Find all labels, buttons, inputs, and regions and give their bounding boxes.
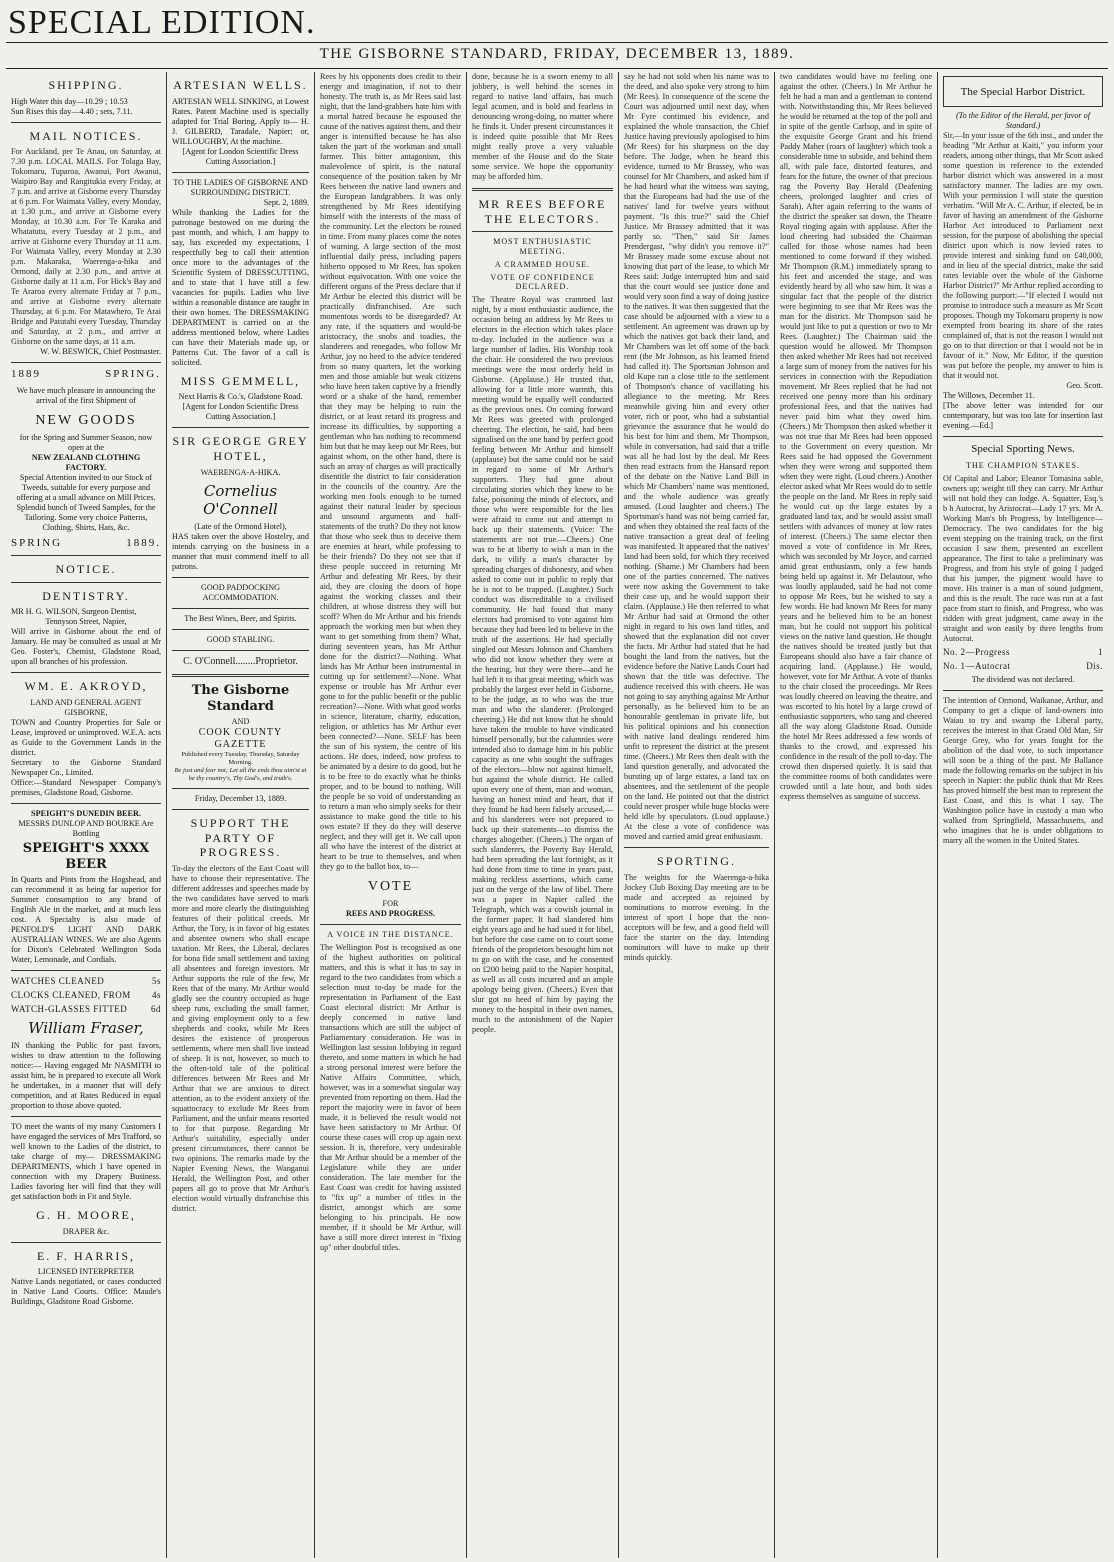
result-label: No. 1—Autocrat [943,660,1011,671]
column-6 [774,72,937,1558]
spring-footer [11,537,161,550]
bottom-body: The intention of Ormond, Waikanae, Arthur, and Company to get a clique of land-owners into Waiau to try and swamp the Liberal party, receives the interest in that Grand Old Man, Sir George Grey, who for years fought for the abolition of the dual vote, to such importance will soon be a thing of the past. Mr Ballance made the following remarks on the subject in his speech in Napier: the public think that Mr Rees has proved himself the best man to represent the East Coast, and this is what I say. The Washington police have in custody a man who walked from Springfield, Massachusetts, and who imagines that he is under obligations to marry all the women in the United States. [943,695,1103,845]
mail-heading: MAIL NOTICES. [29,128,143,143]
moore-body: TO meet the wants of my many Customers I have engaged the services of Mrs Trafford, so well known to the Ladies of the district, to take charge of my— DRESSMAKING DEPARTMENTS, which I have opened in connection with my Drapery Business. Ladies favoring her will find that they will get satisfaction both in Fit and Style. [11,1121,161,1201]
result-autocrat [943,661,1103,672]
gisborne-standard-title: The Gisborne Standard [191,683,290,715]
divider [11,1242,161,1243]
postmaster: W. W. BESWICK, Chief Postmaster. [40,347,161,357]
vote-subheading: VOTE OF CONFIDENCE DECLARED. [490,272,595,292]
vote-word: VOTE [367,879,414,894]
for-word: FOR [382,899,399,909]
new-goods: NEW GOODS [35,412,137,428]
paddock: GOOD PADDOCKING ACCOMMODATION. [200,583,281,603]
edition-title: SPECIAL EDITION. [8,4,316,41]
akroyd-office: Office:—Standard Newspaper Company's premises, Gladstone Road, Gisborne. [11,778,161,798]
divider [11,803,161,804]
harbor-body: Sir,—In your issue of the 6th inst., and under the heading "Mr Arthur at Kaiti," you inform your readers, among other things, that Mr Scott asked some question in reference to the extended harbor district which was answered in a most satisfactory manner. The ladies are my own. With your permission I will state the question verbatim. "Will Mr A. C. Arthur, if elected, be in favor of having an amendment of the Gisborne Harbor Act introduced to Parliament next session, for the purpose of abolishing the special district upon which is now levied rates to provide interest and sinking fund on £40,000, and in lieu of the special district, make the said rates leviable over the whole of the Gisborne Harbor District?" Mr Arthur replied according to the following purport:—"If elected I would not promise to introduce such a measure as Mr Scott proposes. Though my Tokomaru property is now exempted from bearing its share of the rates complained of, that is not the reason I would not go on to that direction or that I would not be in favour of it." Now, Mr Editor, if the question was put before the people, my answer to him is that it would not. [943,131,1103,381]
nz-clothing-factory: NEW ZEALAND CLOTHING FACTORY. [31,452,141,472]
harbor-sign: Geo. Scott. [1066,381,1103,391]
column-4 [466,72,618,1558]
proprietor-note: (Late of the Ormond Hotel), [194,522,287,532]
notice-heading: NOTICE. [55,562,117,577]
price-label: WATCHES CLEANED [11,975,105,986]
divider [943,690,1103,691]
divider [11,1116,161,1117]
meeting-continued-2: two candidates would have no feeling one against the other. (Cheers.) In Mr Arthur he felt he had a man and a gentleman to contend with. Notwithstanding this, Mr Rees believed he would be returned at the top of the poll and in spite of the gentle Carlsop, and in spite of the exquisite George Grant and his friend Paddy Maher (roars of laughter) which took a considerable time to subside, and behind them all, with pale face, distorted features, and fears for the future, the owner of that precious rag the Poverty Bay Herald (Deafening cheers, prolonged laughter and cries of Sarah). After again referring to the wants of the district the speaker sat down, the Theatre Royal ringing again with applause. After the loud cheering had subsided the Chairman called for those whose names had been mentioned to come forward if they wished. Mr Thompson (R.M.) immediately sprang to his feet and ascended the stage, and was evidently heard by all who saw him. It was a singular fact that the people of the district were beginning to see that Mr Rees was the man for the district. Mr Thompson said he would just like to put a question or two to Mr Rees. (Laughter.) The Chairman said the question would be allowed. Mr Thompson then asked whether Mr Rees had not received a large sum of money from the natives for his services in connection with the Repudiation movement. Mr Rees replied that he had not received one penny more than his ordinary professional fees, and that the natives had never paid him what they owed him. (Cheers.) Mr Thompson then asked whether it was not true that Mr Rees had been opposed to the Government on every question. Mr Rees said he had opposed the Government when they were wrong and supported them when they were right. (Loud cheers.) Another elector asked what Mr Rees would do to settle the people on the land. Mr Rees in reply said he would cut up the large estates by a graduated land tax, and he would assist small settlers with advances of money at low rates of interest. (Cheers.) The same elector then moved a vote of confidence in Mr Rees, which was seconded by Mr Joyce, and carried amid great enthusiasm, only a few hands being held up against it. Mr Delautour, who was loudly applauded, said he had not come to oppose Mr Rees, but he wished to say a few words. He had known Mr Rees for many years and he believed him to be an honest man, but he could not support his political views on the native land question. He thought the natives should be treated justly but that Europeans should also have a fair chance of acquiring land. (Applause.) He would, however, vote for Mr Arthur. A vote of thanks to the chair closed the proceedings. Mr Rees was loudly cheered on leaving the theatre, and was escorted to his hotel by a large crowd of enthusiastic supporters, who sang and cheered all the way along Gladstone Road. Outside the hotel Mr Rees addressed a few words of thanks to the crowd, and expressed his confidence in the result of the poll to-day. The crowd then dispersed quietly. It is said that the committee rooms of both candidates were crowded until a late hour, and both sides express themselves as sanguine of success. [780,72,932,801]
rees-progress: REES AND PROGRESS. [346,909,435,919]
result-label: No. 2—Progress [943,646,1010,657]
divider [11,362,161,363]
editorial-body: Rees by his opponents does credit to their energy and imagination, if not to their honesty. The truth is, as Mr Rees said last night, that the land-grabbers hate him with a mortal hatred because he espoused the cause of the natives against them, and their anger is intensified because he has also taken the part of the workman and small farmer. This bitter antagonism, this malevolence of spirit, is the natural consequence of the position taken by Mr Rees between the native land owners and the European landgrabbers. It was only strengthened by Mr Rees identifying himself with the interests of the mass of the community. Let the electors be roused in time. From many places come the notes of warning. A large section of the most influential daily press, including papers hitherto opposed to Mr Rees, has spoken without equivocation. With one voice the different organs of the Press declare that if Mr Arthur be elected this district will be practically disfranchised. Are such momentous words to be disregarded? At any rate, if the squatters and would-be aristocracy, the snobs and toadies, the slanderers and renegades, who follow Mr Arthur, joy no heed to the advice tendered from so many quarters, let the working men and those amiable but weak citizens who have been taken captive by a friendly word or a shake of the hand, remember that they may be helping to ruin the district, or at least retard its progress and increase its difficulties, by supporting a gentleman who has nothing to recommend him but that he may keep out Mr Rees, but against whom, on the other hand, there is such an array of charges as will practically disentitle the district to fair consideration in the councils of the country. Are the working men fools enough to be turned against their natural leader by specious and unsound arguments and half-statements of the truth? Do they not know that those who seek thus to deceive them are enemies at heart, while professing to be their friends? Do they not see that if these people succeed in returning Mr Arthur and defeating Mr Rees, by their aid, they are closing the doors of hope against the working classes and their children, at whose distress they will but scoff? When do Mr Arthur and his friends approach the working men but when they want to get something from them? What, during seventeen years, has Mr Arthur done for the district?—Nothing. What lands has Mr Arthur been instrumental in cutting up for settlement?—None. What expense or trouble has Mr Arthur ever gone to for the public benefit or the public recreation?—None. With what good works in science, literature, charity, education, religion, or athletics has Mr Arthur ever been connected?—None. SELF has been the sun of his system, the centre of his actions. He does, indeed, now profess to be animated by a desire to do good, but he is to be free to do exactly what he thinks proper, and to be bound to nothing. Will the people be so void of understanding as to return a man who simply seeks for their assistance to make good the title to his own estate? If they do they will deserve neglect, and they will get it. We call upon all who have the interest of the district at heart to be true to themselves, and when they go to the ballot box, to— [320,72,461,871]
price-value: 6d [151,1003,161,1014]
price-clocks [11,990,161,1001]
published-note: Published every Tuesday, Thursday, Saturday Morning. [181,751,300,767]
divider [11,555,161,556]
price-value: 4s [151,989,161,1000]
harbor-date: The Willows, December 11. [943,391,1035,401]
masthead: THE GISBORNE STANDARD, FRIDAY, DECEMBER 13, 1889. [319,46,795,62]
voice-body: The Wellington Post is recognised as one of the highest authorities on political matters, and this is what it has to say in regard to the two candidates from which a selection must to-day be made for the representation in Parliament of the East Coast electoral district: Mr Arthur is deeply concerned in native land transactions which are still the subject of Parliamentary consideration. He was in Wellington last session lobbying in regard thereto, and some matters in which he had a strong personal interest were before the Native Affairs Committee, which, however, was in a somewhat singular way prevented from reporting on them. Had the report the majority were in favor of been made, it is believed the result would not have been satisfactory to Mr Arthur. Of course these cases will crop up again next session. It is, therefore, very undesirable that Mr Arthur should be a member of the Legislature while they are under consideration. The late member for the East Coast was credit for having assisted to "fix up" a number of titles in the district, amongst which are some belonging to his principals. He now member, if it should be Mr Arthur, will have a still more direct interest in "fixing up" other doubtful titles. [320,942,461,1252]
miss-agent: [Agent for London Scientific Dress Cutting Association.] [182,402,299,422]
dentist-address: Tennyson Street, Napier, [45,617,127,627]
harbor-to: (To the Editor of the Herald, per favor of Standard.) [955,111,1091,131]
result-value: 1 [1098,646,1103,657]
support-body: To-day the electors of the East Coast will have to choose their representative. The different addresses and speeches made by the two candidates have served to mark more and more clearly the distinguishing features of their political creeds. Mr Arthur, the Tory, is in favor of big estates and absentee owners who shall escape taxation. Mr Rees, the Liberal, declares for bona fide small settlement and taxing all absentees and foreign investors. Mr Arthur supports the rule of the few, Mr Rees that of the many. Mr Arthur would gladly see the country occupied as huge sheep runs, excluding the small farmer, and giving employment only to a few shepherds and cooks, while Mr Rees desires the existence of prosperous settlements, where men shall live instead of sheep. It is not, however, so much to the often-told tale of the political differences between Mr Rees and Mr Arthur that we are anxious to direct attention, as to the evident anxiety of the squattocracy to exclude Mr Rees from Parliament, and the unfair means resorted to for that purpose. Regarding Mr Arthur's suitability, especially under present circumstances, there cannot be two opinions. The remarks made by the Napier Evening News, the Wanganui Herald, the Wellington Post, and other papers all go to prove that Mr Arthur's election would virtually disfranchise this district. [172,863,309,1213]
result-progress [943,647,1103,658]
dentist-body: Will arrive in Gisborne about the end of January. He may be consulted as usual at Mr Geo. Foster's, Chemist, Gladstone Road, upon all branches of his profession. [11,627,161,667]
divider [172,629,309,630]
shipping-heading: SHIPPING. [48,78,124,92]
rees-heading: MR REES BEFORE THE ELECTORS. [478,197,607,226]
artesian-body: ARTESIAN WELL SINKING, at Lowest Rates. Patent Machine used is specially adapted for Trial Boring. Apply to— H. J. GILBERD, Taradale, Napier; or, WILLOUGHBY, At the machine. [172,96,309,146]
harbor-heading: The Special Harbor District. [960,86,1086,98]
dentist-name: MR H. G. WILSON, Surgeon Dentist, [11,607,137,617]
sun-rises: Sun Rises this day—4.40 ; sets, 7.11. [11,106,133,116]
miss-address: Next Harris & Co.'s, Gladstone Road. [178,392,303,402]
divider [172,650,309,651]
artesian-heading: ARTESIAN WELLS. [173,78,308,92]
miss-name: MISS GEMMELL, [180,373,301,388]
harris-name: E. F. HARRIS, [36,1248,136,1263]
motto: Be just and fear not; Let all the ends thou aim'st at be thy country's, Thy God's, and truth's. [174,767,307,783]
harris-body: Native Lands negotiated, or cases conducted in Native Land Courts. Office: Maude's Buildings, Gladstone Road Gisborne. [11,1277,161,1307]
moore-name: G. H. MOORE, [36,1207,136,1222]
akroyd-secretary: Secretary to the Gisborne Standard Newspaper Co., Limited. [11,758,161,778]
support-heading: SUPPORT THE PARTY OF PROGRESS. [190,816,291,860]
price-label: WATCH-GLASSES FITTED [11,1003,128,1014]
price-glasses [11,1004,161,1015]
hotel-body: HAS taken over the above Hostelry, and intends carrying on the business in a manner that must commend itself to all patrons. [172,532,309,572]
divider [624,847,769,848]
moore-title: DRAPER &c. [62,1226,110,1236]
editorial-continued: done, because he is a sworn enemy to all jobbery, is well behind the scenes in regard to native land affairs, has much legal acumen, and is bold and fearless in denouncing wrong-doing, no matter where he finds it. Under present circumstances it is indeed quite possible that Mr Rees might really prove a very valuable member of the House and do the State some service. We hope the opportunity may be afforded him. [472,72,613,181]
divider [472,188,613,191]
divider [472,231,613,232]
akroyd-title: LAND AND GENERAL AGENT GISBORNE, [30,698,142,718]
akroyd-name: WM. E. AKROYD, [24,679,148,694]
voice-heading: A VOICE IN THE DISTANCE. [327,930,454,940]
column-1 [6,72,166,1558]
oconnell-proprietor: C. O'Connell........Proprietor. [183,656,298,668]
columns [6,72,1108,1558]
champion-body: Of Capital and Labor; Eleanor Tomasina sable, owners up; weight till they can carry. Mr Arthur will not hold they can lodge. A. Squatter, Esq.'s b h Autocrat, by Aristocrat—Lady 17 yrs. Mr A. Working Man's bh Progress, by Intelligence—Democracy. The two candidates for the big event stepping on the training track, on the first occasion I saw them, presented an excellent appearance. The first to take a preliminary was Progress, and from his style of going I judged that his jumper, the pigment would have to move. His trainer is a man of sound judgment, and this is the result. The race was run at a fast pace from start to finish, and Progress, who was ridden with great judgment, came away in the straight and won easily by three lengths from Autocrat. [943,473,1103,643]
masthead-bottom-rule [6,68,1108,69]
result-value: Dis. [1086,660,1103,671]
divider [11,582,161,583]
meeting-continued: say he had not sold when his name was to the deed, and also spoke very strong to him (Mr Rees). In consequence of the scene the Court was adjourned until next day, when Mr Fyre continued his evidence, and explained the whole transaction, the Chief Justice having previously apologised to him (Mr Rees) for his sharpness on the day before. The Judge, when he heard this evidence, turned to Mr Brassey, who was counsel for Mr Chambers, and asked him if he had heard what the witness was saying, that the Europeans had had the use of the natives' land for twelve years without payment. "Is this true?" said the Chief Justice. Mr Brassey admitted that it was partly so. "Then," said Sir James Prendergast, "why didn't you remove it?" Mr Brassey made some excuse about not knowing that part of the lease, to which Mr Rees said: Judge interrupted him and said that the court would see justice done and would very soon find a way of doing justice to the natives. It was then suggested that the case should be adjourned with a view to a settlement. An agreement was drawn up by which the natives got back their land, and Mr Chambers was let off some of the back rent (the Mr Johnson, as his learned friend had called it). The Sportsman Johnson and old Kupe ran a close title to the settlement of Thompson's chance of vacillating his allegiance to the meeting. Mr Rees meanwhile giving him and every other voter, rich or poor, who had a substantial grievance the assurance that he would do his best for him and them. Mr Thompson, while in conversation, had said that a trifle was all he had lost by the deal. Mr Rees then read extracts from the Hansard report of the debate on the Native Land Bill in which Mr Chambers' name was mentioned, and the whole audience was greatly amused. (Loud laughter and cheers.) The Sportsman's hand was not being carried far, and when they obtained the real facts of the native transaction a great deal of feeling was manifested. It appeared that the natives' land had been sold, for which they received nothing. (Shame.) Mr Chambers had been one of the parties concerned. The natives were now asking the Government to take their case up, and he would support their claim. (Applause.) He then referred to what Mr Arthur had said at Ormond the other night in regard to his own land titles, and showed that the explanation did not cover the facts. Mr Arthur had stated that he had bought the land from the natives, but the evidence before the Native Lands Court had shown that the title was defective. The audience received this with cheers. He was not going to say anything against Mr Arthur personally, as he believed him to be an honourable gentleman in private life, but his political opinions and his connection with native land dealings rendered him unfit to represent the district at the present time. (Cheers.) Mr Rees then dealt with the land question generally, and advocated the bursting up of large estates, a land tax on absentees, and the settlement of the people on the land. He pointed out that the district could never prosper while huge blocks were held idle by speculators. (Loud applause.) At the close a vote of confidence was moved and carried amid great enthusiasm. [624,72,769,841]
friday-date: Friday, December 13, 1889. [194,794,287,804]
spring-body: Special Attention invited to our Stock of Tweeds, suitable for every purpose and offering at a small advance on Mill Prices. Splendid bunch of Tweed Samples, for the Tailoring. Some very choice Patterns, Clothing, Shirts, Hats, &c. [16,472,156,532]
spring-season: for the Spring and Summer Season, now open at the [19,432,153,452]
fraser-name: William Fraser, [28,1018,144,1037]
agent-note: [Agent for London Scientific Dress Cutting Association.] [182,146,299,166]
sporting-body: The weights for the Waerenga-a-hika Jockey Club Boxing Day meeting are to be made and accepted as rejoined by nominations to morrow evening. In the interest of sport I hope that the non-acceptors will be few, and a good field will face the starter on the day. Intending nominators will have to make up their minds quickly. [624,872,769,962]
masthead-top-rule [6,42,1108,43]
dentistry-heading: DENTISTRY. [42,588,130,603]
dividend-note: The dividend was not declared. [971,674,1075,684]
divider [172,577,309,578]
price-label: CLOCKS CLEANED, FROM [11,989,131,1000]
column-2 [166,72,314,1558]
divider [172,788,309,789]
hotel-place: WAERENGA-A-HIKA. [200,467,281,477]
mail-text: For Auckland, per Te Anau, on Saturday, at 7.30 p.m. LOCAL MAILS. For Tolaga Bay, Tokomaru, Tuparoa, Awanui, Port Awanui, Waipiro Bay and Rangitukia every Friday, at 7 p.m. and arrive at Gisborne every Thursday at 6 p.m. For Waimata Valley, every Monday, at 1.30 p.m., and arrive at Gisborne every Monday, at 10.30 a.m. For Te Karaka and Whatatutu, every Tuesday at 2 p.m., and arrive at Gisborne every Thursday at 11 a.m. For Waimata Valley, every Monday at 2.30 p.m. Makaraka, Waerenga-a-hika and Ormond, daily at 2.30 p.m., and arrive at Gisborne daily at 11 a.m. For Hick's Bay and Te Araroa every alternate Friday at 7 p.m., and arrive at Gisborne every alternate Thursday, at 6 p.m. For Matawhero, Te Arai Bridge and Patutahi every Tuesday, Thursday and Saturday, at 2 p.m., and arrive at Gisborne on the same days, at 11 a.m. [11,147,161,347]
divider [11,672,161,673]
speight-xxxx: SPEIGHT'S XXXX BEER [22,841,150,872]
ladies-heading: TO THE LADIES OF GISBORNE AND SURROUNDING DISTRICT. [173,177,308,197]
fraser-body: IN thanking the Public for past favors, wishes to draw attention to the following notice:— Having engaged Mr NASMITH to assist him, he is prepared to execute all Work he undertakes, in a manner that will defy competition, and at Rates Reduced in equal proportion to those above quoted. [11,1040,161,1110]
harbor-note: [The above letter was intended for our contemporary, but was too late for insertion last evening.—Ed.] [943,401,1103,431]
champion-heading: THE CHAMPION STAKES. [966,460,1080,470]
divider [172,674,309,677]
spring-row [11,368,161,381]
and-word: AND [231,717,250,726]
sporting-heading: SPORTING. [657,854,736,868]
akroyd-body: TOWN and Country Properties for Sale or Lease, improved or unimproved. W.E.A. acts as Guide to the Government Lands in the district. [11,718,161,758]
spring-intro: We have much pleasure in announcing the arrival of the first Shipment of [16,385,156,405]
spring-footer-label: SPRING [11,536,63,549]
speight-body: In Quarts and Pints from the Hogshead, and can recommend it as being far superior for Summer consumption to any brand of English Ale in the market, and at much less cost. A Specialty is also made of PENFOLD'S LIGHT AND DARK AUSTRALIAN WINES. We are also Agents for Dixon's Celebrated Wellington Soda Water, Lemonade, and Cordials. [11,874,161,964]
divider [11,122,161,123]
sporting-news-heading: Special Sporting News. [971,443,1075,456]
column-5 [618,72,774,1558]
divider [172,427,309,428]
meeting-body: The Theatre Royal was crammed last night, by a most enthusiastic audience, the occasion being an address by Mr Rees to electors in the election which takes place to-day. Included in the audience was a large number of ladies. His Worship took the chair. He considered the two previous meetings were the most orderly held in Gisborne. (Applause.) He trusted that, allowing for a little more warmth, this meeting would be equally well conducted as the previous ones. On coming forward Mr Rees was greeted with prolonged cheering. The election, he said, had been signalised on the one hand by perfect good feeling between Mr Arthur and himself (applause) but the same could not be said in regard to some of Mr Arthur's supporters. They had gone about circulating stories which they knew to be false, poisoning the minds of electors, and those who were responsible for the lies were afraid to come out and attempt to back up their statements. (Voice: The statements are not true.—Cheers.) One was to be at liberty to wish a man in the dark, to vilify a man's character by spreading charges of dishonesty, and when asked to come out in public to reply that he is not to be trapped. (Laughter.) Such conduct was discreditable to a civilised community. He had found that many electors had promised to vote against him because they had been led to believe in the truth of the assertions. He had specially singled out Messrs Johnson and Chambers who did not know whether they were at the hearing, but they were there—and he had left it to that great meeting, which was probably the largest ever held in Gisborne, to be the judge, as to who was the true man and who the slanderer. (Prolonged cheering.) He did not know that he should have taken the trouble to have vindicated himself personally, but the calumnies were intended also to damage him in his public capacity as one who sought the suffrages of the electors—blow not against himself, but against the whole district. He called upon every one of them, man and woman, having an honest mind and heart, that if they found he had been falsely accused,—and his slanderers were not prepared to back up their statements—to dismiss the charges altogether. (Cheers.) The organ of such slanderers, the Poverty Bay Herald, had been spreading the last fortnight, as it had done from time to time in years past, making reckless assertions, which came just on the verge of the law of libel. There was a paper in Napier called the Telegraph, which was a cowish journal in the former paper. It had slandered him eight years ago and he had sued it for libel, but before the case came on to court some friends of the proprietors besought him not to go on with the case, and he consented on £200 being paid to the Napier hospital, as well as all costs incurred and an ample apology being given. (Cheers.) Even that slur got no heed of him by paying the money to the hospital in their own names, much to the astonishment of the Napier people. [472,295,613,1034]
proprietor-script: Cornelius O'Connell [203,481,278,518]
ladies-date: Sept. 2, 1889. [263,197,309,207]
spring-footer-year: 1889. [126,536,161,549]
price-value: 5s [151,975,161,986]
wines: The Best Wines, Beer, and Spirits. [184,614,297,624]
ladies-body: While thanking the Ladies for the patronage bestowed on me during the past month, and which, I am happy to say, has exceeded my expectations, I respectfully beg to call their attention once more to the advantages of the Scientific System of DRESSCUTTING, and to state that I have still a few vacancies for pupils. Ladies who live within a reasonable distance are taught in their own homes. The DRESSMAKING DEPARTMENT is carried on at the address mentioned below, where Ladies can have their Materials made up, or Patterns Cut. The favor of a call is solicited. [172,207,309,367]
hotel-name: SIR GEORGE GREY HOTEL, [172,434,309,463]
divider [320,924,461,925]
speight-heading: SPEIGHT'S DUNEDIN BEER. [31,809,141,819]
stabling: GOOD STABLING. [206,635,275,645]
spring-year: 1889 [11,368,41,381]
harris-title: LICENSED INTERPRETER [37,1267,135,1277]
high-water: High Water this day—10.29 ; 10.53 [11,96,128,106]
house-subheading: A CRAMMED HOUSE. [494,259,591,269]
speight-bottling: MESSRS DUNLOP AND BOURKE Are Bottling [18,819,154,839]
column-3 [314,72,466,1558]
price-watches [11,976,161,987]
divider [943,436,1103,437]
cook-county-gazette: COOK COUNTY GAZETTE [198,727,283,751]
divider [172,809,309,810]
meeting-subheading: MOST ENTHUSIASTIC MEETING. [493,237,592,256]
column-7 [937,72,1108,1558]
spring-label: SPRING. [105,368,161,381]
harbor-box [943,76,1103,107]
divider [172,172,309,173]
divider [172,608,309,609]
divider [11,970,161,971]
